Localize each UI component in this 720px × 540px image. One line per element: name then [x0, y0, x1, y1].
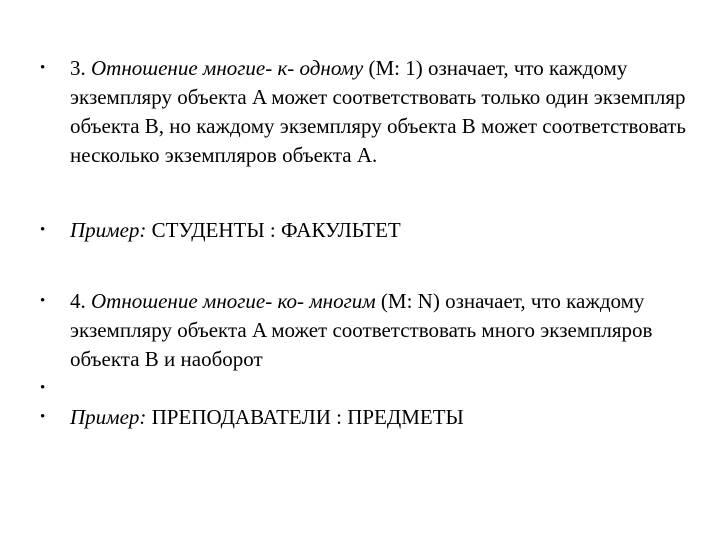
relationship-notation: (M: 1) [363, 56, 428, 80]
bullet-icon: • [40, 222, 46, 238]
bullet-item-empty [40, 374, 700, 403]
example-label: Пример: [70, 218, 147, 242]
item-number: 3. [70, 56, 91, 80]
relationship-term: Отношение многие- ко- многим [91, 289, 376, 313]
bullet-icon: • [40, 380, 46, 396]
bullet-item-example-teachers [40, 403, 700, 432]
relationship-term: Отношение многие- к- одному [91, 56, 364, 80]
bullet-icon: • [40, 293, 46, 309]
bullet-icon: • [40, 409, 46, 425]
bullet-list [40, 54, 700, 432]
example-text: СТУДЕНТЫ : ФАКУЛЬТЕТ [146, 218, 401, 242]
bullet-item-example-students [40, 216, 700, 245]
bullet-item-many-to-many [40, 287, 700, 374]
empty-line [70, 374, 700, 403]
relationship-notation: (M: N) [375, 289, 446, 313]
relationship-definition: означает, что каждому экземпляру объекта A может соответствовать только один экземпляр объекта B, но каждому экземпляру объекта B может соответствовать несколько экземпляров объекта A. [70, 56, 686, 167]
example-text: ПРЕПОДАВАТЕЛИ : ПРЕДМЕТЫ [146, 405, 464, 429]
bullet-item-many-to-one [40, 54, 700, 170]
relationship-definition: означает, что каждому экземпляру объекта A может соответствовать много экземпляров объекта B и наоборот [70, 289, 653, 371]
item-number: 4. [70, 289, 91, 313]
bullet-icon: • [40, 60, 46, 76]
example-label: Пример: [70, 405, 147, 429]
